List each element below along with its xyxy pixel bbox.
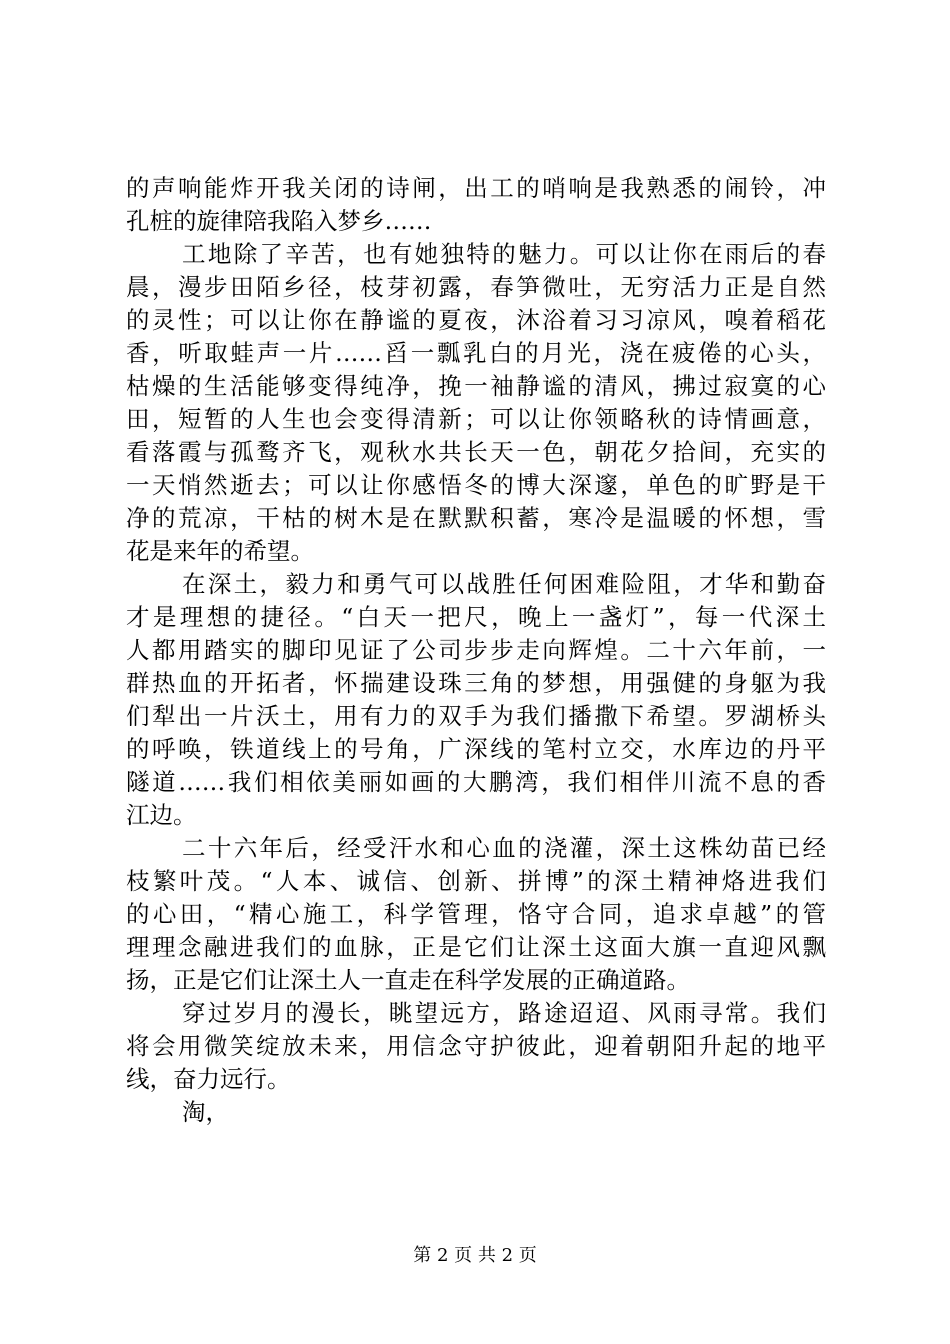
text-line: 将会用微笑绽放未来，用信念守护彼此，迎着朝阳升起的地平 [126, 1032, 826, 1060]
text-line: 们犁出一片沃土，用有力的双手为我们播撒下希望。罗湖桥头 [126, 702, 826, 730]
text-line: 人都用踏实的脚印见证了公司步步走向辉煌。二十六年前，一 [126, 636, 826, 664]
text-line: 净的荒凉，干枯的树木是在默默积蓄，寒冷是温暖的怀想，雪 [126, 504, 826, 532]
text-line: 香，听取蛙声一片……舀一瓢乳白的月光，浇在疲倦的心头， [126, 339, 826, 367]
text-line: 理理念融进我们的血脉，正是它们让深土这面大旗一直迎风飘 [126, 933, 826, 961]
text-line: 群热血的开拓者，怀揣建设珠三角的梦想，用强健的身躯为我 [126, 669, 826, 697]
text-line: 的灵性；可以让你在静谧的夏夜，沐浴着习习凉风，嗅着稻花 [126, 306, 826, 334]
page-footer: 第 2 页 共 2 页 [413, 1245, 537, 1266]
text-line: 隧道……我们相依美丽如画的大鹏湾，我们相伴川流不息的香 [126, 768, 826, 796]
text-line: 的声响能炸开我关闭的诗闸，出工的哨响是我熟悉的闹铃，冲 [126, 174, 826, 202]
text-line: 扬，正是它们让深土人一直走在科学发展的正确道路。 [126, 966, 690, 994]
text-line: 看落霞与孤鹜齐飞，观秋水共长天一色，朝花夕拾间，充实的 [126, 438, 826, 466]
text-line: 淘， [182, 1098, 229, 1126]
text-line: 的呼唤，铁道线上的号角，广深线的笔村立交，水库边的丹平 [126, 735, 826, 763]
text-line: 江边。 [126, 801, 197, 829]
text-line: 在深土，毅力和勇气可以战胜任何困难险阻，才华和勤奋 [182, 570, 826, 598]
text-line: 枝繁叶茂。“人本、诚信、创新、拼博”的深土精神烙进我们 [126, 867, 826, 895]
text-line: 穿过岁月的漫长，眺望远方，路途迢迢、风雨寻常。我们 [182, 999, 826, 1027]
text-line: 一天悄然逝去；可以让你感悟冬的博大深邃，单色的旷野是干 [126, 471, 826, 499]
text-line: 工地除了辛苦，也有她独特的魅力。可以让你在雨后的春 [182, 240, 826, 268]
text-line: 才是理想的捷径。“白天一把尺，晚上一盏灯”，每一代深土 [126, 603, 826, 631]
document-body [126, 172, 826, 1129]
text-line: 田，短暂的人生也会变得清新；可以让你领略秋的诗情画意， [126, 405, 826, 433]
text-line: 二十六年后，经受汗水和心血的浇灌，深土这株幼苗已经 [182, 834, 826, 862]
text-line: 的心田，“精心施工，科学管理，恪守合同，追求卓越”的管 [126, 900, 826, 928]
text-line: 晨，漫步田陌乡径，枝芽初露，春笋微吐，无穷活力正是自然 [126, 273, 826, 301]
text-line: 枯燥的生活能够变得纯净，挽一袖静谧的清风，拂过寂寞的心 [126, 372, 826, 400]
text-line: 线，奋力远行。 [126, 1065, 291, 1093]
text-line: 花是来年的希望。 [126, 537, 314, 565]
text-line: 孔桩的旋律陪我陷入梦乡…… [126, 207, 432, 235]
